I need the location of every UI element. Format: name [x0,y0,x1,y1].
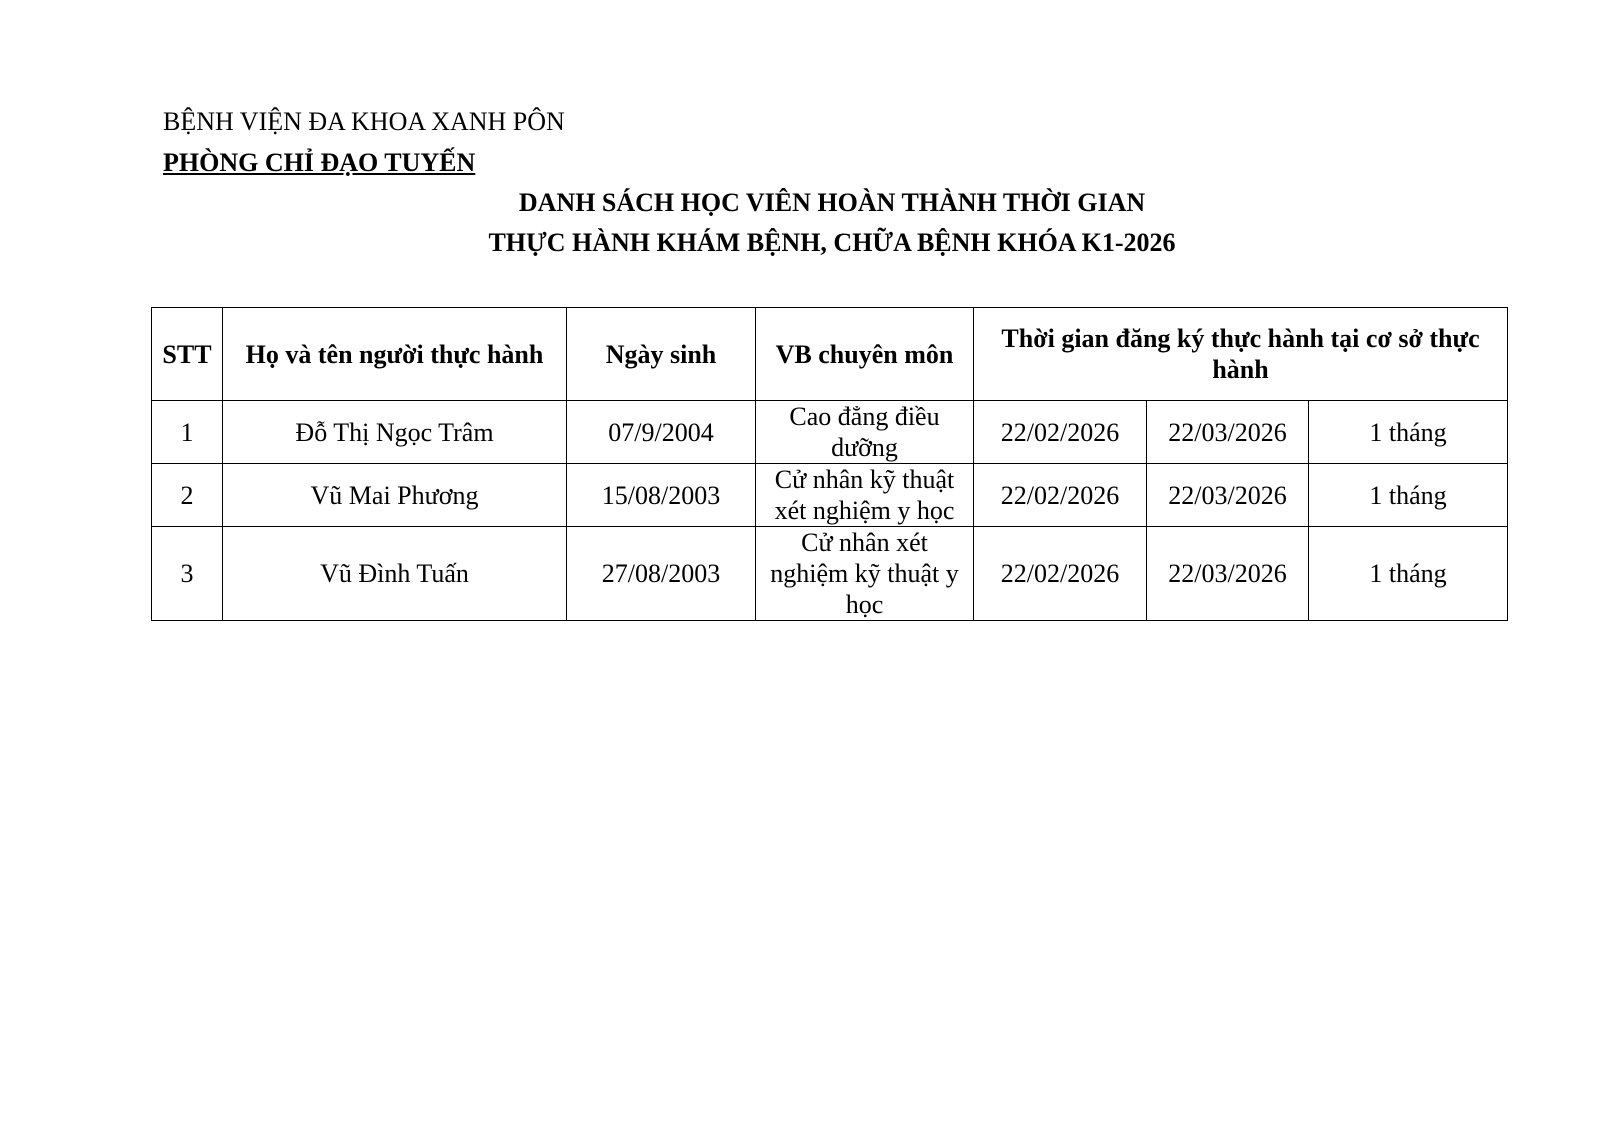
cell-duration: 1 tháng [1309,527,1508,621]
table-header-row [152,308,1508,401]
cell-dob: 27/08/2003 [567,527,756,621]
cell-end-date: 22/03/2026 [1147,401,1309,464]
cell-name: Vũ Mai Phương [223,464,567,527]
cell-start-date: 22/02/2026 [974,464,1147,527]
header-degree: VB chuyên môn [756,308,974,401]
document-title-line-2: THỰC HÀNH KHÁM BỆNH, CHỮA BỆNH KHÓA K1-2026 [488,228,1176,257]
cell-stt: 1 [152,401,223,464]
cell-end-date: 22/03/2026 [1147,527,1309,621]
table-row [152,527,1508,621]
table-row [152,464,1508,527]
cell-duration: 1 tháng [1309,464,1508,527]
header-stt: STT [152,308,223,401]
header-name: Họ và tên người thực hành [223,308,567,401]
cell-stt: 2 [152,464,223,527]
cell-stt: 3 [152,527,223,621]
hospital-name: BỆNH VIỆN ĐA KHOA XANH PÔN [163,107,565,136]
cell-end-date: 22/03/2026 [1147,464,1309,527]
cell-start-date: 22/02/2026 [974,401,1147,464]
table-row [152,401,1508,464]
cell-duration: 1 tháng [1309,401,1508,464]
cell-name: Đỗ Thị Ngọc Trâm [223,401,567,464]
cell-dob: 15/08/2003 [567,464,756,527]
cell-degree: Cử nhân xét nghiệm kỹ thuật y học [756,527,974,621]
cell-name: Vũ Đình Tuấn [223,527,567,621]
header-dob: Ngày sinh [567,308,756,401]
cell-start-date: 22/02/2026 [974,527,1147,621]
cell-degree: Cử nhân kỹ thuật xét nghiệm y học [756,464,974,527]
cell-degree: Cao đẳng điều dưỡng [756,401,974,464]
header-practice-period: Thời gian đăng ký thực hành tại cơ sở thực hành [974,308,1508,401]
department-name: PHÒNG CHỈ ĐẠO TUYẾN [163,148,476,177]
cell-dob: 07/9/2004 [567,401,756,464]
document-title-line-1: DANH SÁCH HỌC VIÊN HOÀN THÀNH THỜI GIAN [518,188,1146,217]
trainee-table [151,307,1508,621]
